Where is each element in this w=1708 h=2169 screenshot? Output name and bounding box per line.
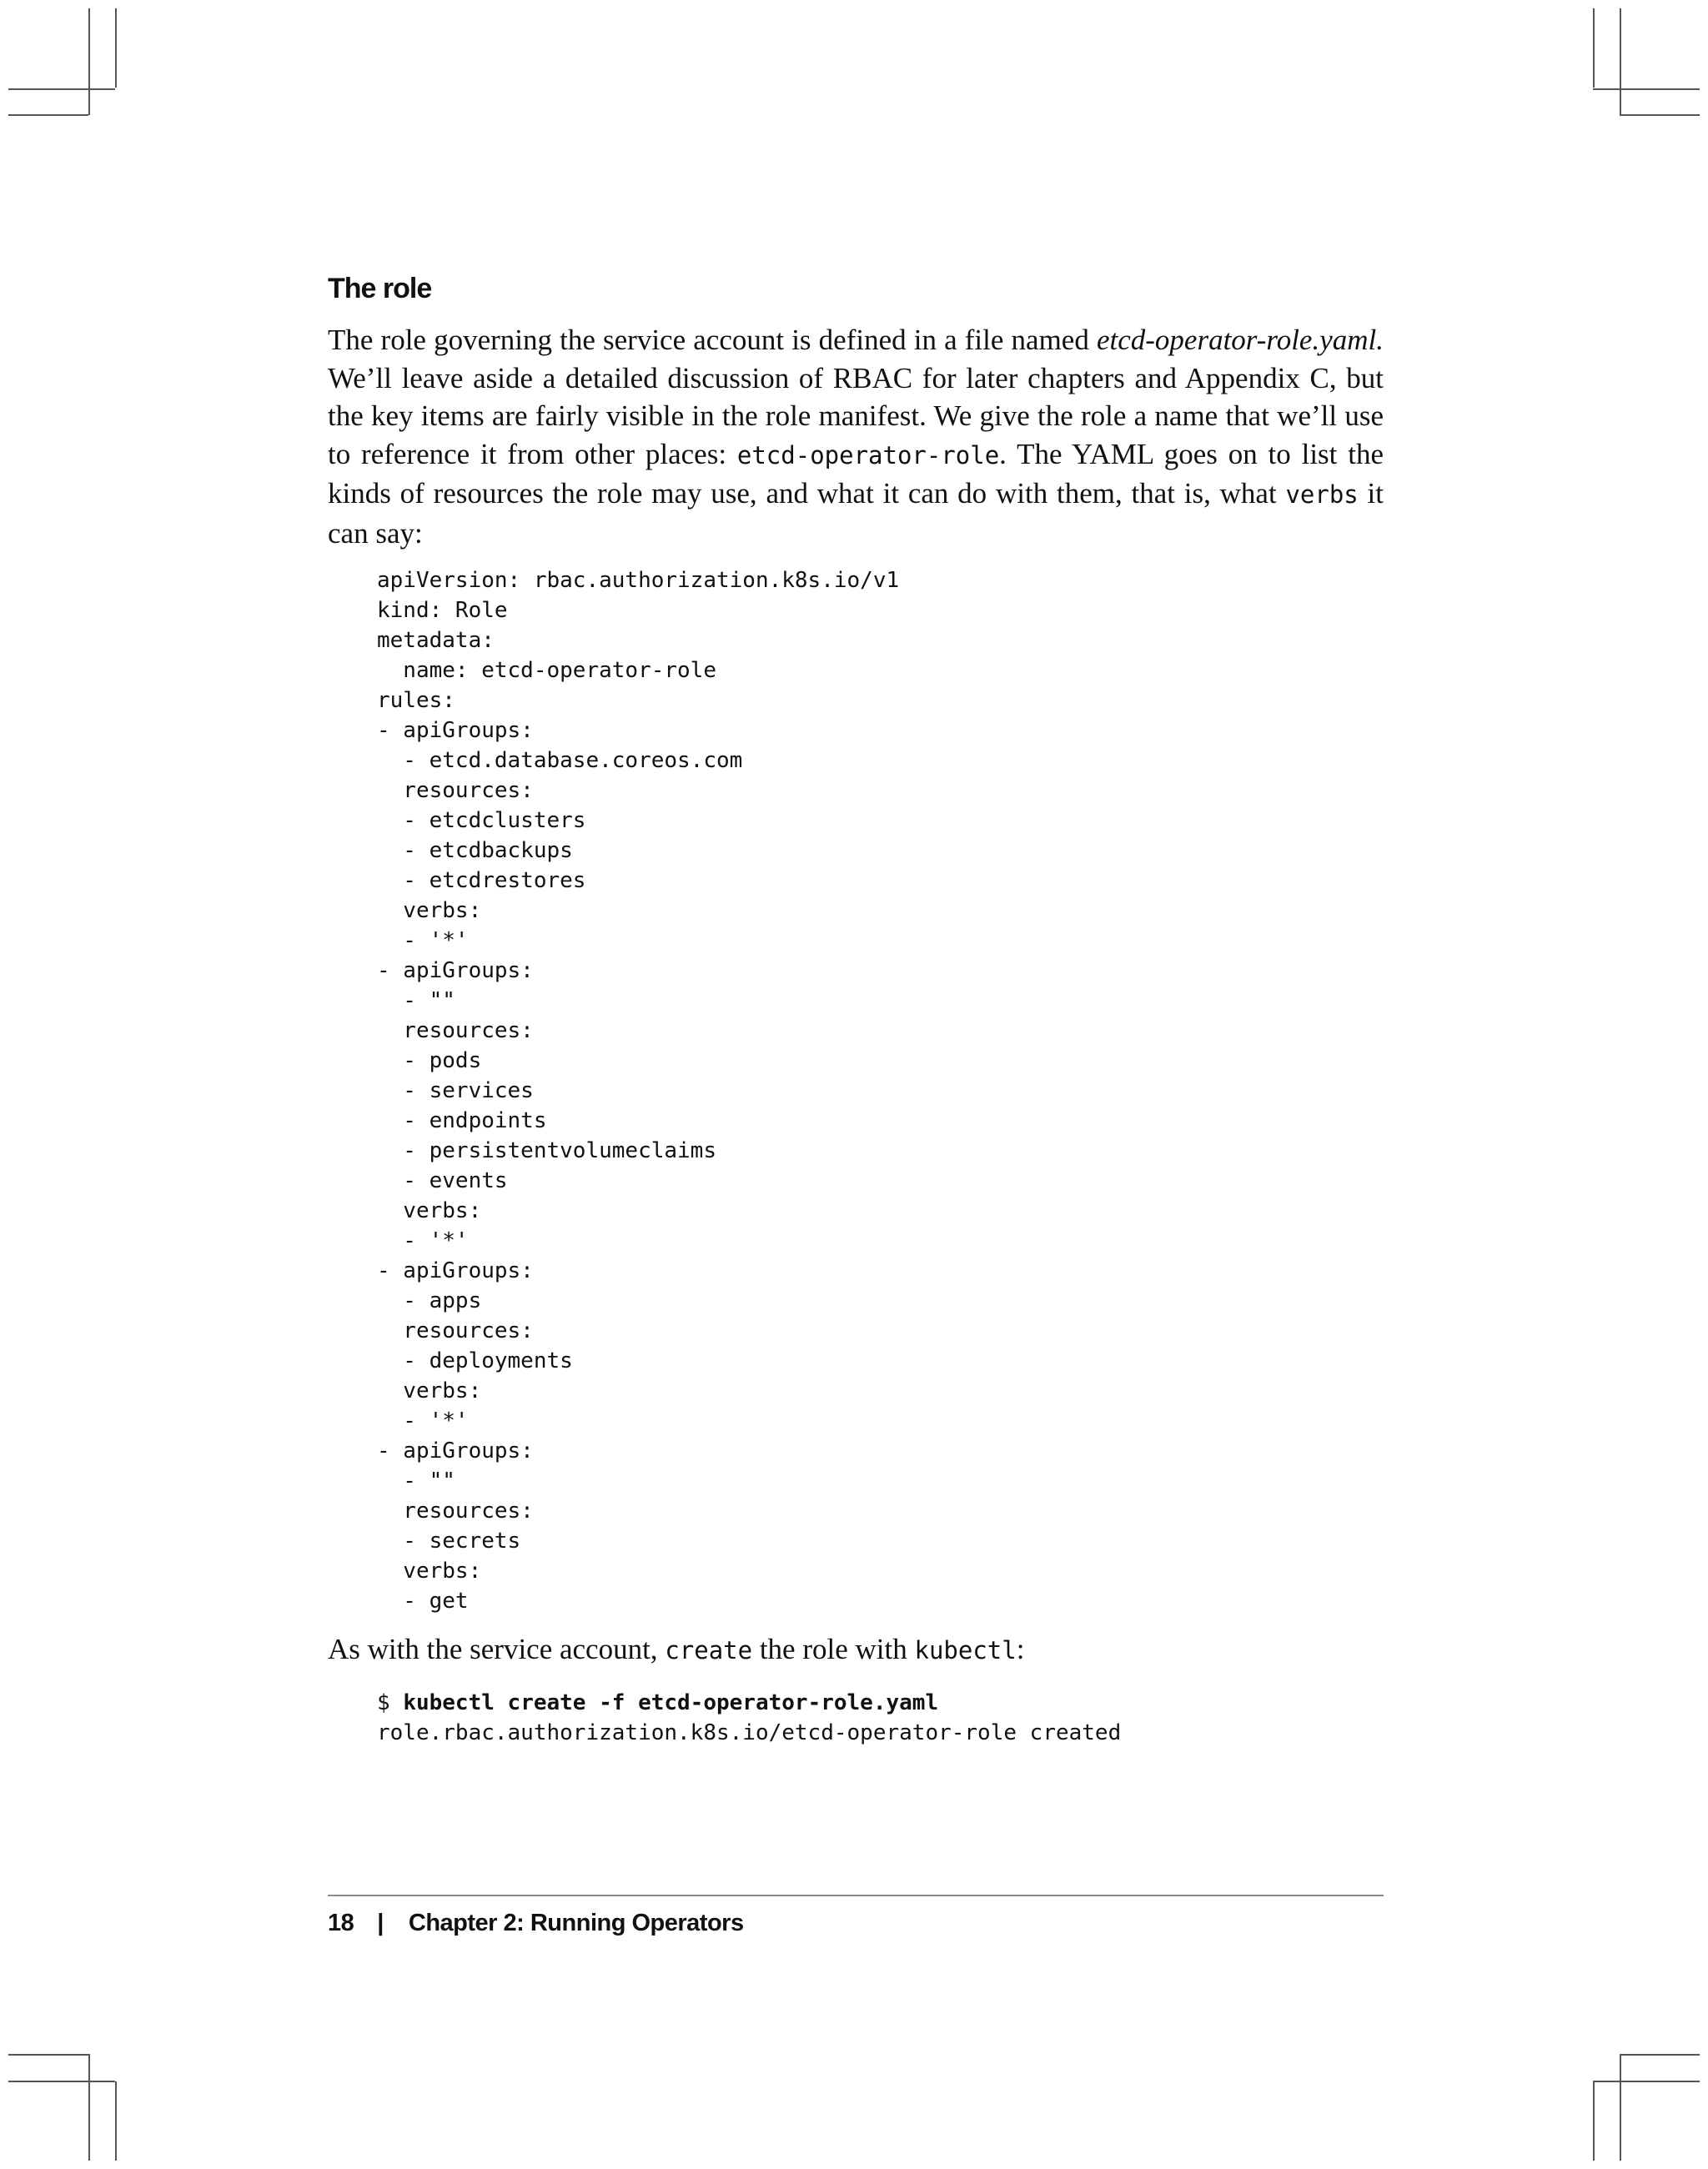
inline-code: kubectl — [914, 1636, 1017, 1664]
crop-mark — [1620, 8, 1621, 115]
crop-mark — [1593, 2081, 1595, 2161]
create-text: : — [1016, 1633, 1025, 1665]
intro-text: . The YAML goes on to list the kinds of resources the role may use, and what it can do with them, that is, what — [328, 437, 1384, 510]
crop-mark — [1620, 2054, 1700, 2056]
intro-text: The role governing the service account is defined in a file named — [328, 324, 1097, 356]
shell-output: role.rbac.authorization.k8s.io/etcd-operator-role created — [377, 1720, 1122, 1745]
create-paragraph — [328, 1630, 1384, 1670]
page-footer — [328, 1906, 744, 1940]
terminal-code-block — [377, 1688, 1121, 1748]
shell-prompt: $ — [377, 1690, 404, 1715]
inline-code: verbs — [1285, 480, 1359, 509]
crop-mark — [88, 8, 90, 115]
crop-mark — [1593, 88, 1700, 90]
create-text: the role with — [752, 1633, 915, 1665]
footer-separator: | — [377, 1910, 384, 1936]
create-text: As with the service account, — [328, 1633, 666, 1665]
page-number: 18 — [328, 1910, 354, 1936]
inline-code: create — [665, 1636, 753, 1664]
intro-text: it can say: — [328, 477, 1384, 550]
crop-mark — [8, 2081, 115, 2082]
crop-mark — [1593, 2081, 1700, 2082]
crop-mark — [8, 114, 88, 116]
section-heading: The role — [328, 273, 432, 304]
crop-mark — [1620, 114, 1700, 116]
crop-mark — [1620, 2054, 1621, 2161]
footer-rule — [328, 1895, 1384, 1896]
crop-mark — [8, 2054, 88, 2056]
crop-mark — [1593, 8, 1595, 88]
filename-text: etcd-operator-role.yaml. — [1096, 324, 1384, 356]
crop-mark — [115, 2081, 117, 2161]
intro-paragraph — [328, 321, 1384, 552]
crop-mark — [88, 2054, 90, 2161]
shell-command: kubectl create -f etcd-operator-role.yaml — [403, 1690, 939, 1715]
inline-code: etcd-operator-role — [736, 440, 1000, 469]
yaml-code-block: apiVersion: rbac.authorization.k8s.io/v1 kind: Role metadata: name: etcd-operator-role rules: - apiGroups: - etcd.database.coreos.com resources: - etcdclusters - etcdbackups - etcdrestores verbs: - '*' - apiGroups: - "" resources: - pods - services - endpoints - persistentvolumeclaims - events verbs: - '*' - apiGroups: - apps resources: - deployments verbs: - '*' - apiGroups: - "" resources: - secrets verbs: - get — [377, 568, 900, 1614]
crop-mark — [115, 8, 117, 88]
chapter-title: Chapter 2: Running Operators — [408, 1910, 744, 1936]
intro-text: We’ll leave aside a detailed discussion of RBAC for later chapters and Appendix C, but the key items are fairly visible in the role manifest. We give the role a name that we’ll use to reference it from other places: — [328, 361, 1384, 470]
crop-mark — [8, 88, 115, 90]
